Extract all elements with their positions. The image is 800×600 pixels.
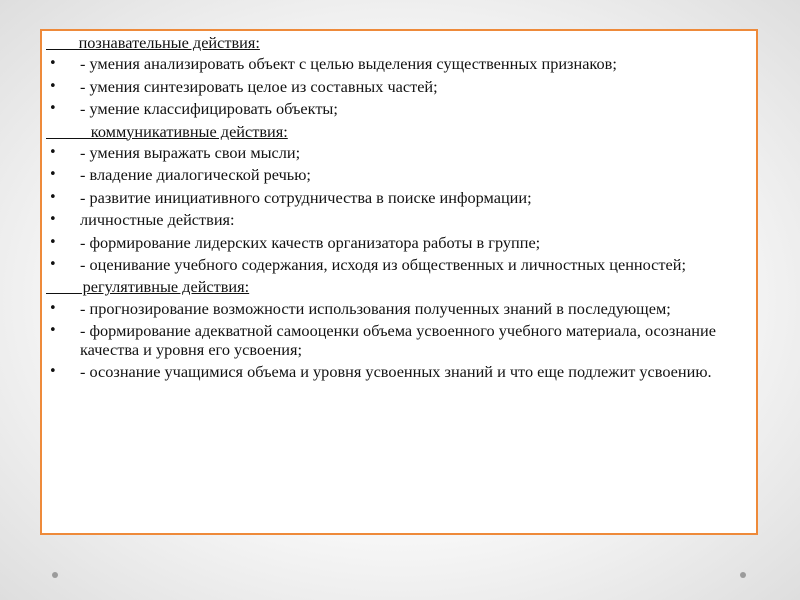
section-heading-regulatory: регулятивные действия: [46, 277, 250, 297]
bullet-icon: • [49, 78, 57, 94]
list-item [46, 234, 744, 252]
list-item [46, 256, 744, 274]
section-heading-personal [46, 211, 744, 229]
list-item [46, 100, 744, 118]
prev-slide-dot-icon[interactable] [52, 572, 58, 578]
list-item-text: - прогнозирование возможности использования полученных знаний в последующем; [80, 298, 671, 318]
list-item [46, 189, 744, 207]
list-item-text: - формирование адекватной самооценки объема усвоенного учебного материала, осознание качества и уровня его усвоения; [80, 321, 716, 359]
bullet-icon: • [49, 323, 57, 339]
list-item [46, 78, 744, 96]
next-slide-dot-icon[interactable] [740, 572, 746, 578]
slide-text-frame [40, 29, 758, 535]
list-item [46, 144, 744, 162]
bullet-icon: • [49, 101, 57, 117]
bullet-icon: • [49, 234, 57, 250]
bullet-icon: • [49, 145, 57, 161]
list-item-text: - умение классифицировать объекты; [80, 99, 338, 119]
list-item-text: - умения синтезировать целое из составных частей; [80, 76, 438, 96]
slide-content [46, 34, 744, 386]
section-heading-communicative: коммуникативные действия: [46, 121, 288, 141]
bullet-icon: • [49, 364, 57, 380]
section-heading-cognitive: познавательные действия: [46, 33, 260, 52]
bullet-icon: • [49, 167, 57, 183]
bullet-icon: • [49, 257, 57, 273]
list-item [46, 300, 744, 318]
bullet-icon: • [49, 300, 57, 316]
list-item-text: - умения анализировать объект с целью выделения существенных признаков; [80, 54, 617, 74]
bullet-icon: • [49, 212, 57, 228]
list-item [46, 166, 744, 184]
list-item-text: личностные действия: [80, 210, 235, 230]
list-item-text: - развитие инициативного сотрудничества в поиске информации; [80, 187, 532, 207]
list-item [46, 55, 744, 73]
list-item-text: - формирование лидерских качеств организатора работы в группе; [80, 232, 541, 252]
list-item-text: - владение диалогической речью; [80, 165, 311, 185]
list-item [46, 363, 744, 381]
list-item-text: - оценивание учебного содержания, исходя из общественных и личностных ценностей; [80, 255, 686, 275]
list-item-text: - умения выражать свои мысли; [80, 143, 301, 163]
list-item [46, 322, 744, 359]
list-item-text: - осознание учащимися объема и уровня усвоенных знаний и что еще подлежит усвоению. [80, 362, 712, 382]
bullet-icon: • [49, 56, 57, 72]
bullet-icon: • [49, 189, 57, 205]
